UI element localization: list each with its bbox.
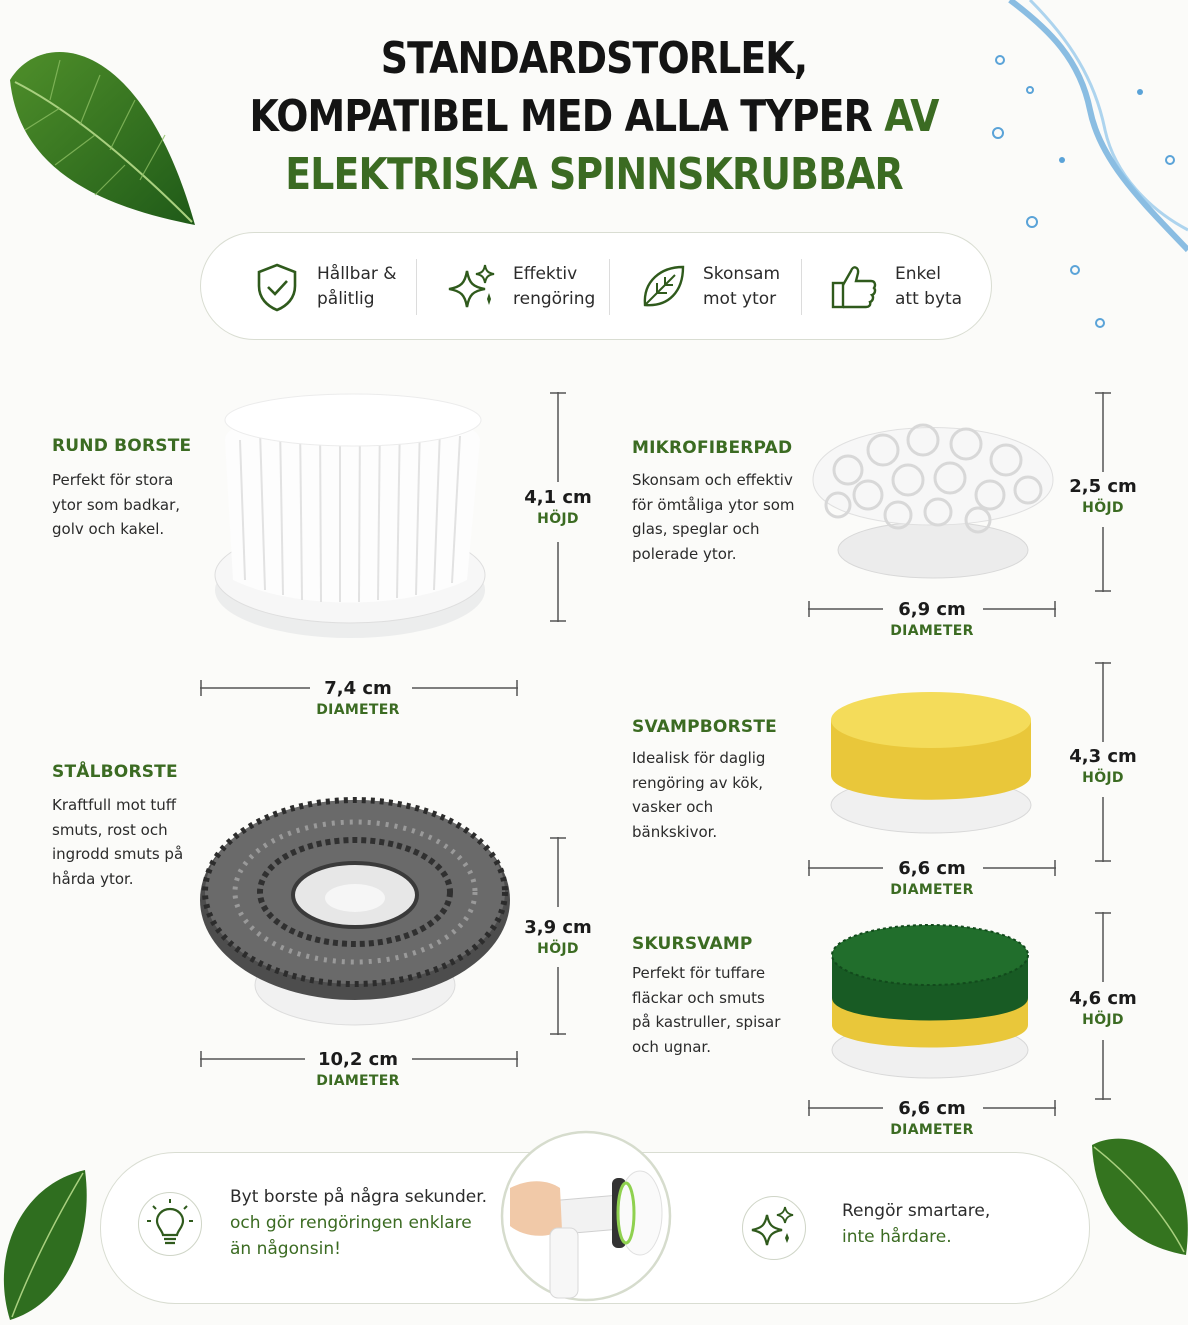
bottom-left-text [230,1184,487,1262]
skursvamp-desc: Perfekt för tuffare fläckar och smuts på kastruller, spisar och ugnar. [632,964,781,1056]
feature-gentle [637,263,780,311]
stalborste-height-label: HÖJD [537,941,579,957]
stalborste-diameter [298,1049,418,1089]
mikrofiberpad-height [1053,476,1153,516]
headline-line-2-dark: KOMPATIBEL MED ALLA TYPER [249,91,872,142]
headline [0,30,1188,204]
features-bar [200,232,992,340]
bottom-right-line1: Rengör smartare, [842,1201,991,1221]
skursvamp-height-label: HÖJD [1082,1012,1124,1028]
skursvamp-diameter [872,1098,992,1138]
mikrofiberpad-height-label: HÖJD [1082,500,1124,516]
mikrofiberpad-diameter [872,599,992,639]
leaf-decoration-bottom-left [0,1165,90,1325]
feature-effective-line2: rengöring [513,289,596,309]
skursvamp-height [1053,988,1153,1028]
rund-borste-desc: Perfekt för stora ytor som badkar, golv och kakel. [52,471,181,538]
sparkles-icon [743,1197,805,1259]
feature-gentle-line2: mot ytor [703,289,777,309]
bottom-right-text [842,1198,990,1250]
rund-borste-title: RUND BORSTE [52,436,192,456]
brush-swap-photo [500,1118,672,1313]
stalborste-diameter-label: DIAMETER [316,1073,400,1089]
headline-line-3: ELEKTRISKA SPINNSKRUBBAR [285,149,903,200]
skursvamp-height-value: 4,6 cm [1069,988,1137,1009]
feature-gentle-line1: Skonsam [703,264,781,284]
skursvamp-diameter-label: DIAMETER [890,1122,974,1138]
bottom-right-line2: inte hårdare. [842,1227,952,1247]
sponge-brush-image [826,690,1036,840]
headline-line-1: STANDARDSTORLEK, [380,33,808,84]
round-brush-image [205,380,505,650]
thumbs-up-icon [829,261,881,313]
mikrofiberpad-desc: Skonsam och effektiv för ömtåliga ytor som glas, speglar och polerade ytor. [632,471,795,563]
stalborste-height-value: 3,9 cm [524,917,592,938]
sparkles-icon [447,261,499,313]
microfiber-pad-image [808,400,1058,580]
svampborste-diameter-label: DIAMETER [890,882,974,898]
bottom-left-line3: än någonsin! [230,1239,341,1259]
rund-borste-height [508,487,608,527]
mikrofiberpad-diameter-label: DIAMETER [890,623,974,639]
headline-line-2 [83,88,1105,146]
bottom-left-line1: Byt borste på några sekunder. [230,1187,488,1207]
svampborste-diameter [872,858,992,898]
svampborste-desc: Idealisk för daglig rengöring av kök, vasker och bänkskivor. [632,749,766,841]
rund-borste-diameter-label: DIAMETER [316,702,400,718]
headline-line-2-green: AV [884,91,939,142]
mikrofiberpad-diameter-value: 6,9 cm [898,599,966,620]
mikrofiberpad-height-value: 2,5 cm [1069,476,1137,497]
bottom-left-line2: och gör rengöringen enklare [230,1213,472,1233]
shield-check-icon [251,261,303,313]
rund-borste-diameter-value: 7,4 cm [324,678,392,699]
stalborste-title: STÅLBORSTE [52,762,178,782]
stalborste-desc: Kraftfull mot tuff smuts, rost och ingrodd smuts på hårda ytor. [52,796,184,888]
steel-brush-image [195,780,515,1035]
lightbulb-badge [138,1192,202,1256]
svampborste-title: SVAMPBORSTE [632,717,777,737]
stalborste-height [508,917,608,957]
scour-sponge-image [828,920,1033,1085]
feature-easy-swap [829,263,962,311]
sparkles-badge [742,1196,806,1260]
mikrofiberpad-title: MIKROFIBERPAD [632,438,793,458]
feature-easy-swap-line2: att byta [895,289,963,309]
skursvamp-diameter-value: 6,6 cm [898,1098,966,1119]
feature-durable [251,263,397,311]
feature-easy-swap-line1: Enkel [895,264,941,284]
leaf-icon [637,261,689,313]
feature-effective [447,263,595,311]
skursvamp-title: SKURSVAMP [632,934,753,954]
svampborste-height [1053,746,1153,786]
feature-durable-line2: pålitlig [317,289,375,309]
svampborste-height-value: 4,3 cm [1069,746,1137,767]
lightbulb-icon [139,1193,201,1255]
rund-borste-height-label: HÖJD [537,511,579,527]
rund-borste-height-value: 4,1 cm [524,487,592,508]
rund-borste-diameter [298,678,418,718]
stalborste-diameter-value: 10,2 cm [317,1049,399,1070]
svampborste-diameter-value: 6,6 cm [898,858,966,879]
leaf-decoration-bottom-right [1090,1130,1188,1260]
feature-effective-line1: Effektiv [513,264,578,284]
svampborste-height-label: HÖJD [1082,770,1124,786]
feature-durable-line1: Hållbar & [317,264,397,284]
